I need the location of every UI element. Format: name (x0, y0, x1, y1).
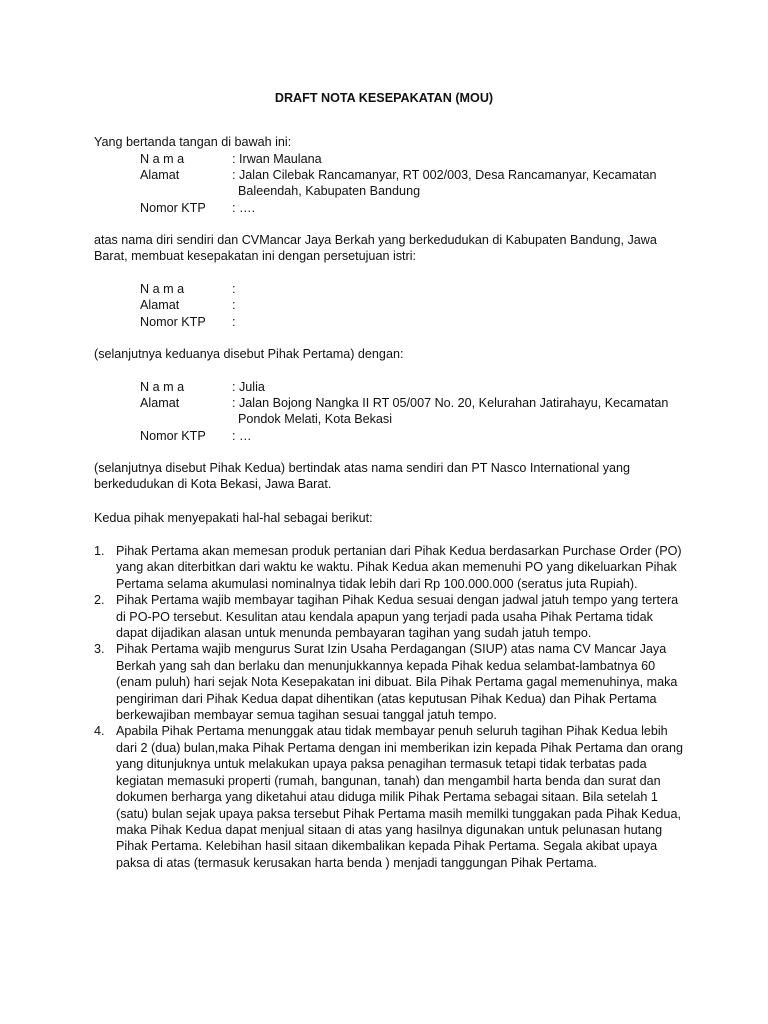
party2-ktp-value: : … (232, 429, 252, 443)
spouse-ktp-label: Nomor KTP (140, 315, 206, 329)
list-item-text: Pihak Pertama wajib mengurus Surat Izin Usaha Perdagangan (SIUP) atas nama CV Mancar Jaya Berkah yang sah dan berlaku dan menunjukkannya kepada Pihak kedua selambat-lambatnya 60 (enam puluh) hari sejak Nota Kesepakatan ini dibuat. Bila Pihak Pertama gagal memenuhinya, maka pengiriman dari Pihak Kedua dapat dihentikan (atas keputusan Pihak Kedua) dan Pihak Pertama berkewajiban membayar semua tagihan sesuai tanggal jatuh tempo. (116, 642, 678, 723)
party1-name-label: N a m a (140, 152, 185, 166)
list-item-number: 4. (94, 724, 105, 739)
party2-address-value (232, 395, 682, 428)
intro-text: Yang bertanda tangan di bawah ini: (94, 135, 292, 149)
list-item (94, 641, 684, 723)
list-item-number: 3. (94, 642, 105, 657)
party2-name-value: : Julia (232, 380, 265, 394)
party1-ktp-label: Nomor KTP (140, 201, 206, 215)
party1-address-line1: : Jalan Cilebak Rancamanyar, RT 002/003, Desa Rancamanyar, Kecamatan (232, 168, 657, 182)
list-item-number: 2. (94, 593, 105, 608)
party1-name-value: : Irwan Maulana (232, 152, 322, 166)
party1-ktp-row (140, 200, 680, 216)
party2-ktp-label: Nomor KTP (140, 429, 206, 443)
list-item-text: Pihak Pertama wajib membayar tagihan Pihak Kedua sesuai dengan jadwal jatuh tempo yang tertera di PO-PO tersebut. Kesulitan atau kendala apapun yang terjadi pada usaha Pihak Pertama tidak dapat dijadikan alasan untuk menunda pembayaran tagihan yang sudah jatuh tempo. (116, 593, 679, 641)
party1-address-line2: Baleendah, Kabupaten Bandung (238, 184, 421, 199)
list-item (94, 592, 684, 641)
list-item (94, 723, 684, 871)
spouse-address-label: Alamat (140, 298, 180, 312)
party2-address-line1: : Jalan Bojong Nangka II RT 05/007 No. 20, Kelurahan Jatirahayu, Kecamatan (232, 396, 669, 410)
spouse-address-value: : (232, 298, 236, 312)
spouse-name-value: : (232, 282, 236, 296)
document-title: DRAFT NOTA KESEPAKATAN (MOU) (274, 91, 494, 105)
second-party-note: (selanjutnya disebut Pihak Kedua) bertindak atas nama sendiri dan PT Nasco International yang berkedudukan di Kota Bekasi, Jawa Barat. (94, 461, 631, 492)
first-party-note: (selanjutnya keduanya disebut Pihak Pertama) dengan: (94, 347, 404, 361)
spouse-name-row (140, 281, 680, 297)
spouse-address-row (140, 297, 680, 313)
agreement-list (94, 543, 684, 871)
spouse-name-label: N a m a (140, 282, 185, 296)
behalf-text: atas nama diri sendiri dan CVMancar Jaya Berkah yang berkedudukan di Kabupaten Bandung, Jawa Barat, membuat kesepakatan ini dengan persetujuan istri: (94, 233, 657, 264)
list-item-text: Pihak Pertama akan memesan produk pertanian dari Pihak Kedua berdasarkan Purchase Order (PO) yang akan diterbitkan dari waktu ke waktu. Pihak Kedua akan memenuhi PO yang dikeluarkan Pihak Pertama selama akumulasi nominalnya tidak lebih dari Rp 100.000.000 (seratus juta Rupiah). (116, 544, 682, 591)
party1-name-row (140, 151, 680, 167)
list-item-text: Apabila Pihak Pertama menunggak atau tidak membayar penuh seluruh tagihan Pihak Kedua lebih dari 2 (dua) bulan,maka Pihak Pertama dengan ini memberikan izin kepada Pihak Pertama dan orang yang ditunjuknya untuk melakukan upaya paksa penagihan termasuk tetapi tidak terbatas pada kegiatan memasuki properti (rumah, bangunan, tanah) dan mengambil harta benda dan surat dan dokumen berharga yang diketahui atau diduga milik Pihak Pertama sebagai sitaan. Bila setelah 1 (satu) bulan sejak upaya paksa tersebut Pihak Pertama masih memilki tunggakan pada Pihak Kedua, maka Pihak Kedua dapat menjual sitaan di atas yang hasilnya digunakan untuk pelunasan hutang Pihak Pertama. Kelebihan hasil sitaan dikembalikan kepada Pihak Pertama. Segala akibat upaya paksa di atas (termasuk kerusakan harta benda ) menjadi tanggungan Pihak Pertama. (116, 724, 684, 870)
party1-address-label: Alamat (140, 168, 180, 182)
party1-address-value (232, 167, 682, 200)
spouse-ktp-value: : (232, 315, 236, 329)
party2-name-row (140, 379, 680, 395)
party1-ktp-value: : …. (232, 201, 256, 215)
party2-address-line2: Pondok Melati, Kota Bekasi (238, 412, 393, 427)
list-item (94, 543, 684, 592)
party2-address-label: Alamat (140, 396, 180, 410)
agreement-intro: Kedua pihak menyepakati hal-hal sebagai berikut: (94, 511, 373, 525)
party1-address-row (140, 167, 680, 200)
party2-address-row (140, 395, 680, 428)
spouse-ktp-row (140, 314, 680, 330)
party2-name-label: N a m a (140, 380, 185, 394)
party2-ktp-row (140, 428, 680, 444)
list-item-number: 1. (94, 544, 105, 558)
